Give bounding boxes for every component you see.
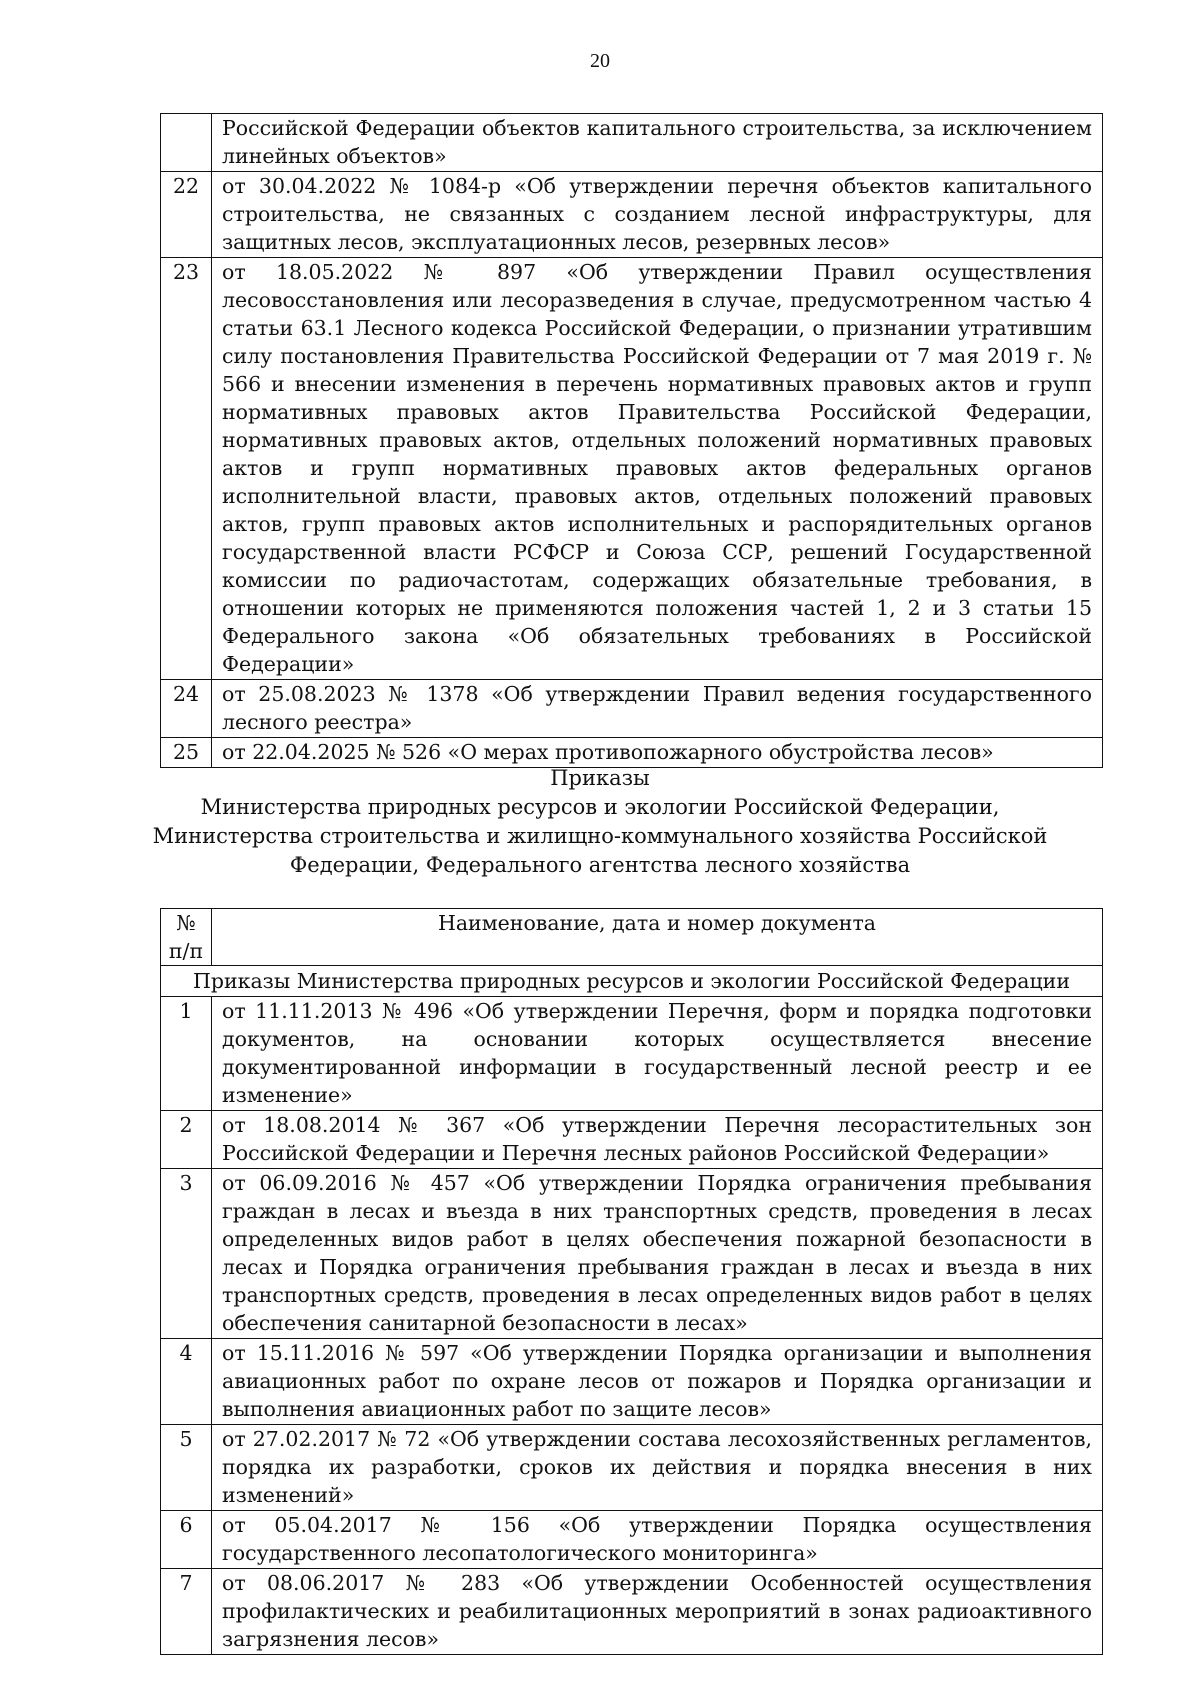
header-number-abbr: п/п xyxy=(168,939,204,963)
section-row xyxy=(161,966,1103,997)
row-text: от 05.04.2017 № 156 «Об утверждении Порядка осуществления государственного лесопатологического мониторинга» xyxy=(212,1511,1103,1569)
orders-heading-line: Министерства строительства и жилищно-коммунального хозяйства Российской xyxy=(152,824,1048,848)
orders-table xyxy=(160,908,1103,1655)
table-header-row xyxy=(161,909,1103,966)
row-text: от 18.08.2014 № 367 «Об утверждении Перечня лесорастительных зон Российской Федерации и Перечня лесных районов Российской Федерации» xyxy=(212,1111,1103,1169)
row-text: от 06.09.2016 № 457 «Об утверждении Порядка ограничения пребывания граждан в лесах и въезда в них транспортных средств, проведения в лесах определенных видов работ в целях обеспечения пожарной безопасности в лесах и Порядка ограничения пребывания граждан в лесах и въезда в них транспортных средств, проведения в лесах определенных видов работ в целях обеспечения санитарной безопасности в лесах» xyxy=(212,1169,1103,1339)
orders-heading-line: Министерства природных ресурсов и экологии Российской Федерации, xyxy=(200,795,1000,819)
table-row xyxy=(161,1569,1103,1655)
header-name: Наименование, дата и номер документа xyxy=(212,909,1103,966)
table-row xyxy=(161,680,1103,738)
row-text: от 11.11.2013 № 496 «Об утверждении Перечня, форм и порядка подготовки документов, на основании которых осуществляется внесение документированной информации в государственный лесной реестр и ее изменение» xyxy=(212,997,1103,1111)
row-number: 4 xyxy=(161,1339,212,1425)
table-row xyxy=(161,258,1103,680)
row-text: от 22.04.2025 № 526 «О мерах противопожарного обустройства лесов» xyxy=(212,738,1103,768)
row-number: 2 xyxy=(161,1111,212,1169)
table-row xyxy=(161,1339,1103,1425)
orders-heading xyxy=(0,764,1200,880)
table-row xyxy=(161,1169,1103,1339)
row-number: 6 xyxy=(161,1511,212,1569)
orders-heading-line: Федерации, Федерального агентства лесного хозяйства xyxy=(289,853,911,877)
row-number: 5 xyxy=(161,1425,212,1511)
row-number: 1 xyxy=(161,997,212,1111)
orders-heading-title: Приказы xyxy=(550,766,650,790)
table-row xyxy=(161,1111,1103,1169)
table-row xyxy=(161,1425,1103,1511)
row-text: от 18.05.2022 № 897 «Об утверждении Правил осуществления лесовосстановления или лесоразведения в случае, предусмотренном частью 4 статьи 63.1 Лесного кодекса Российской Федерации, о признании утратившим силу постановления Правительства Российской Федерации от 7 мая 2019 г. № 566 и внесении изменения в перечень нормативных правовых актов и групп нормативных правовых актов Правительства Российской Федерации, нормативных правовых актов, отдельных положений нормативных правовых актов и групп нормативных правовых актов федеральных органов исполнительной власти, правовых актов, отдельных положений правовых актов, групп правовых актов исполнительных и распорядительных органов государственной власти РСФСР и Союза ССР, решений Государственной комиссии по радиочастотам, содержащих обязательные требования, в отношении которых не применяются положения частей 1, 2 и 3 статьи 15 Федерального закона «Об обязательных требованиях в Российской Федерации» xyxy=(212,258,1103,680)
row-number: 7 xyxy=(161,1569,212,1655)
row-text: от 27.02.2017 № 72 «Об утверждении состава лесохозяйственных регламентов, порядка их разработки, сроков их действия и порядка внесения в них изменений» xyxy=(212,1425,1103,1511)
row-number: 25 xyxy=(161,738,212,768)
row-text: от 30.04.2022 № 1084-р «Об утверждении перечня объектов капитального строительства, не связанных с созданием лесной инфраструктуры, для защитных лесов, эксплуатационных лесов, резервных лесов» xyxy=(212,172,1103,258)
row-text: от 15.11.2016 № 597 «Об утверждении Порядка организации и выполнения авиационных работ по охране лесов от пожаров и Порядка организации и выполнения авиационных работ по защите лесов» xyxy=(212,1339,1103,1425)
row-text: Российской Федерации объектов капитального строительства, за исключением линейных объектов» xyxy=(212,114,1103,172)
header-number xyxy=(161,909,212,966)
table-row xyxy=(161,1511,1103,1569)
section-title: Приказы Министерства природных ресурсов и экологии Российской Федерации xyxy=(161,966,1103,997)
header-number-symbol: № xyxy=(176,911,196,935)
row-number xyxy=(161,114,212,172)
row-number: 3 xyxy=(161,1169,212,1339)
row-number: 22 xyxy=(161,172,212,258)
table-row xyxy=(161,997,1103,1111)
page-number: 20 xyxy=(590,50,610,72)
table-row xyxy=(161,172,1103,258)
row-text: от 08.06.2017 № 283 «Об утверждении Особенностей осуществления профилактических и реабилитационных мероприятий в зонах радиоактивного загрязнения лесов» xyxy=(212,1569,1103,1655)
row-number: 24 xyxy=(161,680,212,738)
row-number: 23 xyxy=(161,258,212,680)
row-text: от 25.08.2023 № 1378 «Об утверждении Правил ведения государственного лесного реестра» xyxy=(212,680,1103,738)
continuation-table xyxy=(160,113,1103,768)
table-row xyxy=(161,114,1103,172)
table-row xyxy=(161,738,1103,768)
